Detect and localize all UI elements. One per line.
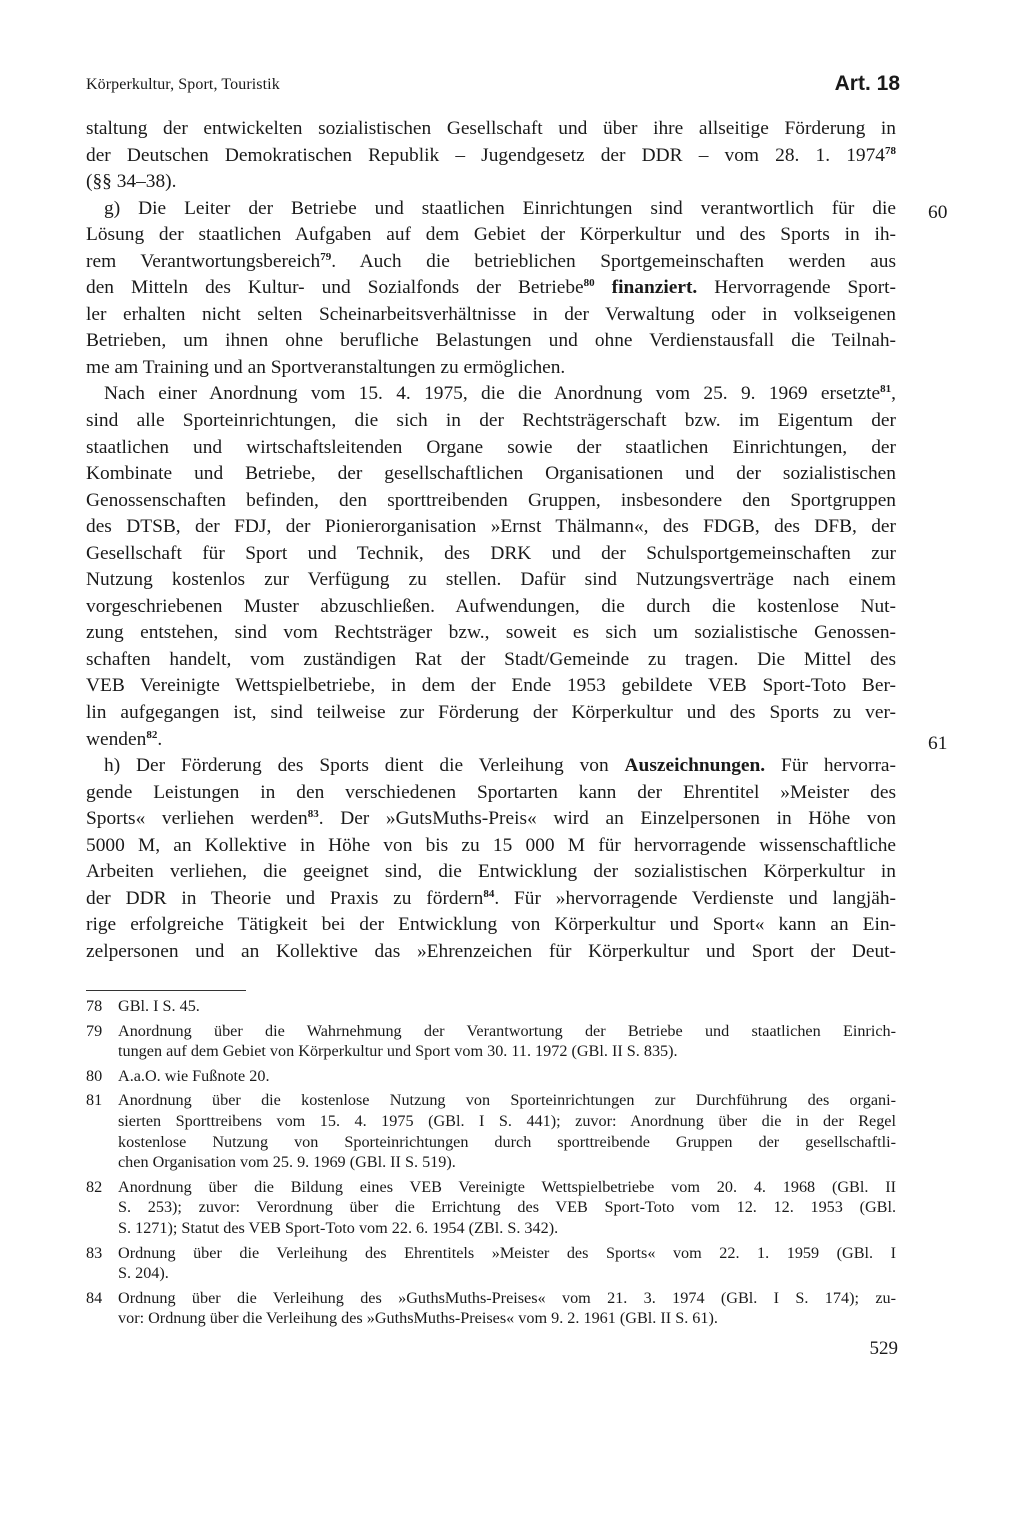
footnote-ref: 78 — [885, 144, 896, 157]
footnote-ref: 82 — [146, 728, 158, 741]
text-line: vorgeschriebenen Muster abzuschließen. Aufwendungen, die durch die kostenlose Nut- — [86, 595, 896, 617]
main-text — [86, 116, 896, 966]
text-line: Nutzung kostenlos zur Verfügung zu stellen. Dafür sind Nutzungsverträge nach einem — [86, 569, 896, 591]
text-line: des DTSB, der FDJ, der Pionierorganisation »Ernst Thälmann«, des FDGB, des DFB, der — [86, 516, 896, 538]
footnote: 80 A.a.O. wie Fußnote 20. — [86, 1066, 270, 1085]
text-line: zung entstehen, sind vom Rechtsträger bzw., soweit es sich um sozialistische Genossen- — [86, 622, 896, 644]
marginal-number: 61 — [928, 733, 948, 754]
text-line: rige erfolgreiche Tätigkeit bei der Entwicklung von Körperkultur und Sport« kann an Ein- — [86, 914, 896, 936]
footnote-number: 79 — [86, 1021, 103, 1040]
running-title: Körperkultur, Sport, Touristik — [86, 76, 280, 93]
footnote-number: 78 — [86, 997, 103, 1015]
footnote: 81 Anordnung über die kostenlose Nutzung von Sporteinrichtungen zur Durchführung des organi- sierten Sporttreibens vom 15. 4. 1975 (GBl. I S. 441); zuvor: Anordnung über die in der Regel kostenlose Nutzung von Sporteinrichtungen durch sporttreibende Gruppen der gesellschaftli- chen Organisation vom 25. 9. 1969 (GBl. II S. 519). — [86, 1091, 896, 1172]
footnote-number: 84 — [86, 1288, 103, 1307]
footnote-ref: 81 — [880, 383, 892, 396]
text-line: Lösung der staatlichen Aufgaben auf dem Gebiet der Körperkultur und des Sports in ih- — [86, 224, 896, 246]
text-line: sind alle Sporteinrichtungen, die sich in der Rechtsträgerschaft bzw. im Eigentum der — [86, 410, 896, 432]
footnote-number: 81 — [86, 1091, 103, 1110]
text-line: 5000 M, an Kollektive in Höhe von bis zu 15 000 M für hervorragende wissenschaftliche — [86, 834, 896, 856]
text-line: schaften handelt, vom zuständigen Rat der Stadt/Gemeinde zu tragen. Die Mittel des — [86, 648, 896, 670]
page-number: 529 — [869, 1338, 898, 1359]
text-line: der Deutschen Demokratischen Republik – Jugendgesetz der DDR – vom 28. 1. 1974$^{78}$ — [86, 144, 896, 166]
text-line: Arbeiten verliehen, die geeignet sind, die Entwicklung der sozialistischen Körperkultur in — [86, 861, 896, 883]
text-line: (§§ 34–38). — [86, 171, 177, 193]
text-line: h) Der Förderung des Sports dient die Verleihung von Auszeichnungen. Für hervorra- — [104, 755, 896, 777]
footnote: 79 Anordnung über die Wahrnehmung der Verantwortung der Betriebe und staatlichen Einrich- tungen auf dem Gebiet von Körperkultur und Sport vom 30. 11. 1972 (GBl. II S. 835). — [86, 1021, 896, 1061]
text-line: wenden$^{82}$. — [86, 728, 163, 750]
text-line: g) Die Leiter der Betriebe und staatlichen Einrichtungen sind verantwortlich für die — [104, 197, 896, 219]
text-line: me am Training und an Sportveranstaltungen zu ermöglichen. — [86, 356, 566, 378]
article-number: Art. 18 — [834, 72, 900, 95]
text-line: staltung der entwickelten sozialistischen Gesellschaft und über ihre allseitige Förderung in — [86, 118, 896, 139]
footnote-number: 80 — [86, 1066, 103, 1085]
marginal-number: 60 — [928, 202, 948, 223]
keyword: Auszeichnungen. — [624, 755, 766, 777]
footnote-ref: 84 — [483, 887, 495, 900]
text-line: staatlichen und wirtschaftsleitenden Organe sowie der staatlichen Einrichtungen, der — [86, 436, 896, 458]
text-line: Kombinate und Betriebe, der gesellschaftlichen Organisationen und der sozialistischen — [86, 463, 896, 485]
text-line: Betrieben, um ihnen ohne berufliche Belastungen und ohne Verdienstausfall die Teilnah- — [86, 330, 896, 352]
text-line: lin aufgegangen ist, sind teilweise zur Förderung der Körperkultur und des Sports zu ver- — [86, 702, 896, 724]
footnote-ref: 80 — [583, 277, 595, 290]
text-line: Genossenschaften befinden, den sporttreibenden Gruppen, insbesondere den Sportgruppen — [86, 489, 896, 511]
footnote-divider — [86, 990, 246, 991]
footnote-number: 83 — [86, 1243, 103, 1262]
text-line: der DDR in Theorie und Praxis zu fördern$^{84}$. Für »hervorragende Verdienste und langjäh- — [86, 887, 896, 909]
footnote: 82 Anordnung über die Bildung eines VEB Vereinigte Wettspielbetriebe vom 20. 4. 1968 (GBl. II S. 253); zuvor: Verordnung über die Errichtung des VEB Sport-Toto vom 12. 12. 1953 (GBl. S. 1271); Statut des VEB Sport-Toto vom 22. 6. 1954 (ZBl. S. 342). — [86, 1177, 896, 1237]
text-line: rem Verantwortungsbereich$^{79}$. Auch die betrieblichen Sportgemeinschaften werden aus — [86, 250, 896, 272]
text-line: den Mitteln des Kultur- und Sozialfonds der Betriebe$^{80}$ finanziert. Hervorragende Sport- — [86, 277, 896, 299]
text-line: Nach einer Anordnung vom 15. 4. 1975, die die Anordnung vom 25. 9. 1969 ersetzte$^{81}$, — [104, 383, 896, 405]
text-line: gende Leistungen in den verschiedenen Sportarten kann der Ehrentitel »Meister des — [86, 781, 896, 803]
footnote-ref: 83 — [307, 808, 319, 821]
text-line: Sports« verliehen werden$^{83}$. Der »GutsMuths-Preis« wird an Einzelpersonen in Höhe von — [86, 808, 896, 830]
keyword: finanziert. — [611, 277, 698, 299]
footnote-ref: 79 — [320, 250, 332, 263]
footnote: 78 GBl. I S. 45. — [86, 997, 200, 1015]
text-line: Gesellschaft für Sport und Technik, des DRK und der Schulsportgemeinschaften zur — [86, 542, 896, 564]
text-line: ler erhalten nicht selten Scheinarbeitsverhältnisse in der Verwaltung oder in volkseigenen — [86, 303, 896, 325]
text-line: VEB Vereinigte Wettspielbetriebe, in dem der Ende 1953 gebildete VEB Sport-Toto Ber- — [86, 675, 896, 697]
footnote: 84 Ordnung über die Verleihung des »GuthsMuths-Preises« vom 21. 3. 1974 (GBl. I S. 174); zu- vor: Ordnung über die Verleihung des »GuthsMuths-Preises« vom 9. 2. 1961 (GBl. II S. 61). — [86, 1288, 896, 1328]
footnotes — [86, 996, 896, 1333]
text-line: zelpersonen und an Kollektive das »Ehrenzeichen für Körperkultur und Sport der Deut- — [86, 940, 896, 962]
footnote-number: 82 — [86, 1177, 103, 1196]
footnote: 83 Ordnung über die Verleihung des Ehrentitels »Meister des Sports« vom 22. 1. 1959 (GBl. I S. 204). — [86, 1243, 896, 1283]
